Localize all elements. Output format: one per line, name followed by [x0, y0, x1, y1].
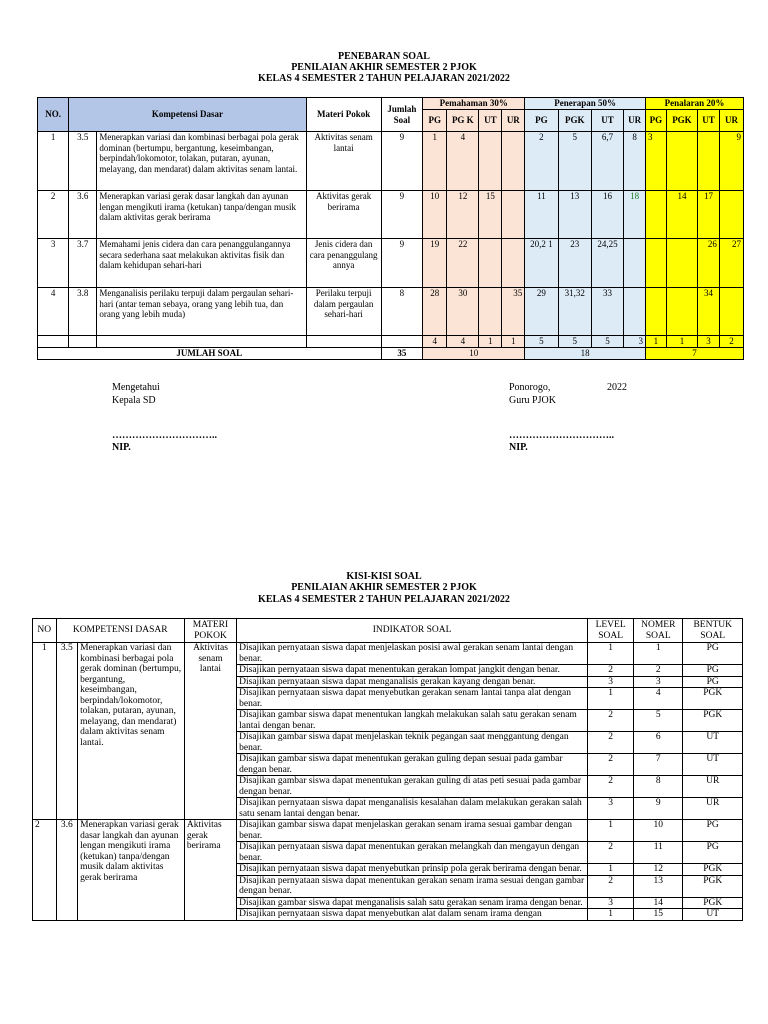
row-code: 3.7	[69, 239, 97, 288]
cell-pem-ur	[502, 132, 525, 191]
total-value: 35	[381, 348, 423, 360]
cell-pen-ut: 6,7	[591, 132, 623, 191]
subtotal-pem-pg: 4	[423, 336, 447, 348]
group-no: 1	[33, 643, 57, 820]
bentuk-cell: PG	[683, 665, 743, 677]
bentuk-cell: PGK	[683, 897, 743, 909]
row-jumlah: 8	[381, 288, 423, 336]
bentuk-cell: UR	[683, 798, 743, 820]
cell-pem-ut: 15	[479, 191, 502, 239]
cell-pem-pg: 1	[423, 132, 447, 191]
nomer-cell: 7	[634, 754, 683, 776]
cell-nal-ut: 26	[698, 239, 720, 288]
level-cell: 1	[588, 688, 634, 710]
total-penerapan: 18	[525, 348, 646, 360]
subtotal-nal-ut: 3	[698, 336, 720, 348]
header-pemahaman: Pemahaman 30%	[423, 98, 525, 110]
bentuk-cell: PGK	[683, 864, 743, 876]
cell-pen-pg: 2	[525, 132, 558, 191]
cell-pem-pgk: 4	[447, 132, 479, 191]
nomer-cell: 5	[634, 710, 683, 732]
subtotal-pen-pgk: 5	[558, 336, 591, 348]
header-nal-ur: UR	[719, 110, 743, 132]
sign-right-nip: NIP.	[509, 442, 528, 453]
cell-nal-pgk: 14	[666, 191, 697, 239]
doc2-title-line-1: KISI-KISI SOAL	[346, 571, 422, 582]
cell-pem-ur	[502, 239, 525, 288]
header-pem-ut: UT	[479, 110, 502, 132]
total-label: JUMLAH SOAL	[38, 348, 382, 360]
row-kd: Menerapkan variasi gerak dasar langkah dan ayunan lengan mengikuti irama (ketukan) tanpa/dengan musik dalam aktivitas gerak berirama	[97, 191, 306, 239]
indikator-cell: Disajikan gambar siswa dapat menentukan gerakan guling depan sesuai pada gambar dengan benar.	[237, 754, 588, 776]
indikator-cell: Disajikan pernyataan siswa dapat menyebutkan gerakan senam lantai tanpa alat dengan benar.	[237, 688, 588, 710]
group-kd: Menerapkan variasi dan kombinasi berbagai pola gerak dominan (bertumpu, bergantung, keseimbangan, berpindah/lokomotor, tolakan, putaran, ayunan, melayang, dan mendarat) dalam aktivitas senam lantai.	[78, 643, 185, 820]
bentuk-cell: UT	[683, 732, 743, 754]
bentuk-cell: UT	[683, 754, 743, 776]
cell-nal-pgk	[666, 132, 697, 191]
cell-pem-pg: 10	[423, 191, 447, 239]
cell-nal-ur	[719, 288, 743, 336]
total-pemahaman: 10	[423, 348, 525, 360]
cell-pem-pg: 28	[423, 288, 447, 336]
nomer-cell: 4	[634, 688, 683, 710]
level-cell: 3	[588, 798, 634, 820]
doc1-title-line-1: PENEBARAN SOAL	[338, 51, 430, 62]
row-jumlah: 9	[381, 132, 423, 191]
sign-left-line1: Mengetahui	[112, 382, 160, 393]
subtotal-nal-pg: 1	[646, 336, 667, 348]
cell-pem-pgk: 30	[447, 288, 479, 336]
row-jumlah: 9	[381, 191, 423, 239]
row-kd: Menerapkan variasi dan kombinasi berbagai pola gerak dominan (bertumpu, bergantung, keseimbangan, berpindah/lokomotor, tolakan, putaran, ayunan, melayang, dan mendarat) dalam aktivitas senam lantai.	[97, 132, 306, 191]
cell-nal-ut	[698, 132, 720, 191]
total-row	[38, 348, 744, 360]
cell-pen-ur: 8	[624, 132, 646, 191]
level-cell: 3	[588, 676, 634, 688]
level-cell: 1	[588, 864, 634, 876]
row-kd: Menganalisis perilaku terpuji dalam pergaulan sehari-hari (antar teman sebaya, orang yang lebih tua, dan orang yang lebih muda)	[97, 288, 306, 336]
header-nal-pgk: PGK	[666, 110, 697, 132]
cell-nal-ut: 17	[698, 191, 720, 239]
group-no: 2	[33, 820, 57, 921]
doc1-title-line-3: KELAS 4 SEMESTER 2 TAHUN PELAJARAN 2021/2022	[258, 73, 510, 84]
cell-pem-pgk: 22	[447, 239, 479, 288]
level-cell: 2	[588, 842, 634, 864]
nomer-cell: 13	[634, 875, 683, 897]
indikator-cell: Disajikan pernyataan siswa dapat menyebutkan alat dalam senam irama dengan	[237, 909, 588, 921]
doc2-title-line-3: KELAS 4 SEMESTER 2 TAHUN PELAJARAN 2021/2022	[258, 594, 510, 605]
sign-right-line1: Ponorogo,	[509, 382, 551, 393]
header-nal-ut: UT	[698, 110, 720, 132]
bentuk-cell: UR	[683, 776, 743, 798]
cell-pen-ur: 18	[624, 191, 646, 239]
header-pem-ur: UR	[502, 110, 525, 132]
header-level-soal: LEVEL SOAL	[588, 619, 634, 643]
level-cell: 1	[588, 643, 634, 665]
cell-pem-ur: 35	[502, 288, 525, 336]
bentuk-cell: PGK	[683, 688, 743, 710]
subtotal-pem-pgk: 4	[447, 336, 479, 348]
table-row	[38, 191, 744, 239]
bentuk-cell: PG	[683, 820, 743, 842]
indikator-cell: Disajikan gambar siswa dapat menentukan gerakan guling di atas peti sesuai pada gambar dengan benar.	[237, 776, 588, 798]
nomer-cell: 14	[634, 897, 683, 909]
cell-pen-pgk: 23	[558, 239, 591, 288]
subtotal-nal-pgk: 1	[666, 336, 697, 348]
indikator-cell: Disajikan pernyataan siswa dapat menentukan gerakan melangkah dan mengayun dengan benar.	[237, 842, 588, 864]
cell-pem-ur	[502, 191, 525, 239]
row-no: 3	[38, 239, 69, 288]
subtotal-pen-ur: 3	[624, 336, 646, 348]
subtotal-row	[38, 336, 744, 348]
header-penerapan: Penerapan 50%	[525, 98, 646, 110]
cell-nal-pg	[646, 191, 667, 239]
bentuk-cell: PG	[683, 643, 743, 665]
cell-nal-ut: 34	[698, 288, 720, 336]
header-materi-pokok: MATERI POKOK	[184, 619, 236, 643]
table-row	[38, 132, 744, 191]
row-jumlah: 9	[381, 239, 423, 288]
cell-pen-pg: 29	[525, 288, 558, 336]
group-materi: Aktivitas senam lantai	[184, 643, 236, 820]
penebaran-soal-table	[37, 97, 744, 360]
kisi-kisi-table	[32, 618, 743, 921]
header-nomer-soal: NOMER SOAL	[634, 619, 683, 643]
subtotal-pem-ur: 1	[502, 336, 525, 348]
cell-pem-pg: 19	[423, 239, 447, 288]
cell-nal-ur	[719, 191, 743, 239]
cell-pen-pgk: 13	[558, 191, 591, 239]
subtotal-pen-pg: 5	[525, 336, 558, 348]
doc1-title-line-2: PENILAIAN AKHIR SEMESTER 2 PJOK	[291, 62, 477, 73]
cell-pen-pgk: 5	[558, 132, 591, 191]
cell-pem-ut	[479, 288, 502, 336]
sign-right-dots: …………………………..	[509, 430, 614, 441]
group-code: 3.5	[56, 643, 78, 820]
group-kd: Menerapkan variasi gerak dasar langkah dan ayunan lengan mengikuti irama (ketukan) tanpa/dengan musik dalam aktivitas gerak berirama	[78, 820, 185, 921]
row-materi: Aktivitas gerak berirama	[306, 191, 381, 239]
header-pen-ur: UR	[624, 110, 646, 132]
level-cell: 2	[588, 665, 634, 677]
indikator-cell: Disajikan gambar siswa dapat menjelaskan gerakan senam irama sesuai gambar dengan benar.	[237, 820, 588, 842]
table-row	[38, 288, 744, 336]
header-kompetensi-dasar: Kompetensi Dasar	[69, 98, 306, 132]
cell-nal-pgk	[666, 288, 697, 336]
row-no: 1	[38, 132, 69, 191]
nomer-cell: 8	[634, 776, 683, 798]
header-materi-pokok: Materi Pokok	[306, 98, 381, 132]
row-code: 3.8	[69, 288, 97, 336]
nomer-cell: 3	[634, 676, 683, 688]
nomer-cell: 12	[634, 864, 683, 876]
table-row	[33, 820, 743, 842]
bentuk-cell: PGK	[683, 875, 743, 897]
cell-nal-pg	[646, 239, 667, 288]
nomer-cell: 6	[634, 732, 683, 754]
cell-pen-pg: 20,2 1	[525, 239, 558, 288]
header-jumlah-soal: Jumlah Soal	[381, 98, 423, 132]
cell-pem-pgk: 12	[447, 191, 479, 239]
level-cell: 2	[588, 875, 634, 897]
indikator-cell: Disajikan gambar siswa dapat menjelaskan teknik pegangan saat menggantung dengan benar.	[237, 732, 588, 754]
nomer-cell: 11	[634, 842, 683, 864]
sign-left-line2: Kepala SD	[112, 395, 156, 406]
cell-pem-ut	[479, 132, 502, 191]
nomer-cell: 2	[634, 665, 683, 677]
level-cell: 2	[588, 776, 634, 798]
group-materi: Aktivitas gerak berirama	[184, 820, 236, 921]
indikator-cell: Disajikan pernyataan siswa dapat menentukan gerakan lompat jangkit dengan benar.	[237, 665, 588, 677]
nomer-cell: 15	[634, 909, 683, 921]
level-cell: 2	[588, 754, 634, 776]
cell-pen-ur	[624, 288, 646, 336]
header-no: NO	[33, 619, 57, 643]
header-pen-ut: UT	[591, 110, 623, 132]
header-bentuk-soal: BENTUK SOAL	[683, 619, 743, 643]
cell-nal-ur: 9	[719, 132, 743, 191]
cell-nal-ur: 27	[719, 239, 743, 288]
table-row	[33, 643, 743, 665]
level-cell: 2	[588, 732, 634, 754]
indikator-cell: Disajikan pernyataan siswa dapat menjelaskan posisi awal gerakan senam lantai dengan benar.	[237, 643, 588, 665]
cell-nal-pgk	[666, 239, 697, 288]
header-pen-pgk: PGK	[558, 110, 591, 132]
level-cell: 1	[588, 909, 634, 921]
cell-pen-pgk: 31,32	[558, 288, 591, 336]
table-row	[38, 239, 744, 288]
row-code: 3.5	[69, 132, 97, 191]
subtotal-nal-ur: 2	[719, 336, 743, 348]
indikator-cell: Disajikan gambar siswa dapat menganalisis salah satu gerakan senam irama dengan benar.	[237, 897, 588, 909]
cell-pem-ut	[479, 239, 502, 288]
header-penalaran: Penalaran 20%	[646, 98, 744, 110]
indikator-cell: Disajikan gambar siswa dapat menentukan langkah melakukan salah satu gerakan senam lantai dengan benar.	[237, 710, 588, 732]
header-indikator-soal: INDIKATOR SOAL	[237, 619, 588, 643]
bentuk-cell: PG	[683, 842, 743, 864]
nomer-cell: 1	[634, 643, 683, 665]
header-no: NO.	[38, 98, 69, 132]
subtotal-pen-ut: 5	[591, 336, 623, 348]
cell-nal-pg: 3	[646, 132, 667, 191]
total-penalaran: 7	[646, 348, 744, 360]
sign-left-nip: NIP.	[112, 442, 131, 453]
level-cell: 1	[588, 820, 634, 842]
bentuk-cell: PG	[683, 676, 743, 688]
row-no: 2	[38, 191, 69, 239]
doc2-title-line-2: PENILAIAN AKHIR SEMESTER 2 PJOK	[291, 582, 477, 593]
indikator-cell: Disajikan pernyataan siswa dapat menentukan gerakan senam irama sesuai dengan gambar dengan benar.	[237, 875, 588, 897]
indikator-cell: Disajikan pernyataan siswa dapat menganalisis gerakan kayang dengan benar.	[237, 676, 588, 688]
cell-pen-ut: 16	[591, 191, 623, 239]
header-nal-pg: PG	[646, 110, 667, 132]
sign-left-dots: …………………………..	[112, 430, 217, 441]
bentuk-cell: PGK	[683, 710, 743, 732]
header-kompetensi-dasar: KOMPETENSI DASAR	[56, 619, 184, 643]
bentuk-cell: UT	[683, 909, 743, 921]
level-cell: 3	[588, 897, 634, 909]
row-code: 3.6	[69, 191, 97, 239]
cell-pen-ut: 24,25	[591, 239, 623, 288]
row-materi: Aktivitas senam lantai	[306, 132, 381, 191]
cell-pen-pg: 11	[525, 191, 558, 239]
row-no: 4	[38, 288, 69, 336]
group-code: 3.6	[56, 820, 78, 921]
nomer-cell: 9	[634, 798, 683, 820]
sign-right-line2: Guru PJOK	[509, 395, 556, 406]
cell-nal-pg	[646, 288, 667, 336]
header-pem-pg: PG	[423, 110, 447, 132]
nomer-cell: 10	[634, 820, 683, 842]
row-kd: Memahami jenis cidera dan cara penanggulangannya secara sederhana saat melakukan aktivitas fisik dan dalam kehidupan sehari-hari	[97, 239, 306, 288]
sign-right-year: 2022	[607, 382, 627, 393]
subtotal-pem-ut: 1	[479, 336, 502, 348]
level-cell: 2	[588, 710, 634, 732]
indikator-cell: Disajikan pernyataan siswa dapat menganalisis kesalahan dalam melakukan gerakan salah satu senam lantai dengan benar.	[237, 798, 588, 820]
cell-pen-ur	[624, 239, 646, 288]
indikator-cell: Disajikan pernyataan siswa dapat menyebutkan prinsip pola gerak berirama dengan benar.	[237, 864, 588, 876]
row-materi: Jenis cidera dan cara penanggulang annya	[306, 239, 381, 288]
row-materi: Perilaku terpuji dalam pergaulan sehari-hari	[306, 288, 381, 336]
header-pem-pgk: PG K	[447, 110, 479, 132]
cell-pen-ut: 33	[591, 288, 623, 336]
header-pen-pg: PG	[525, 110, 558, 132]
